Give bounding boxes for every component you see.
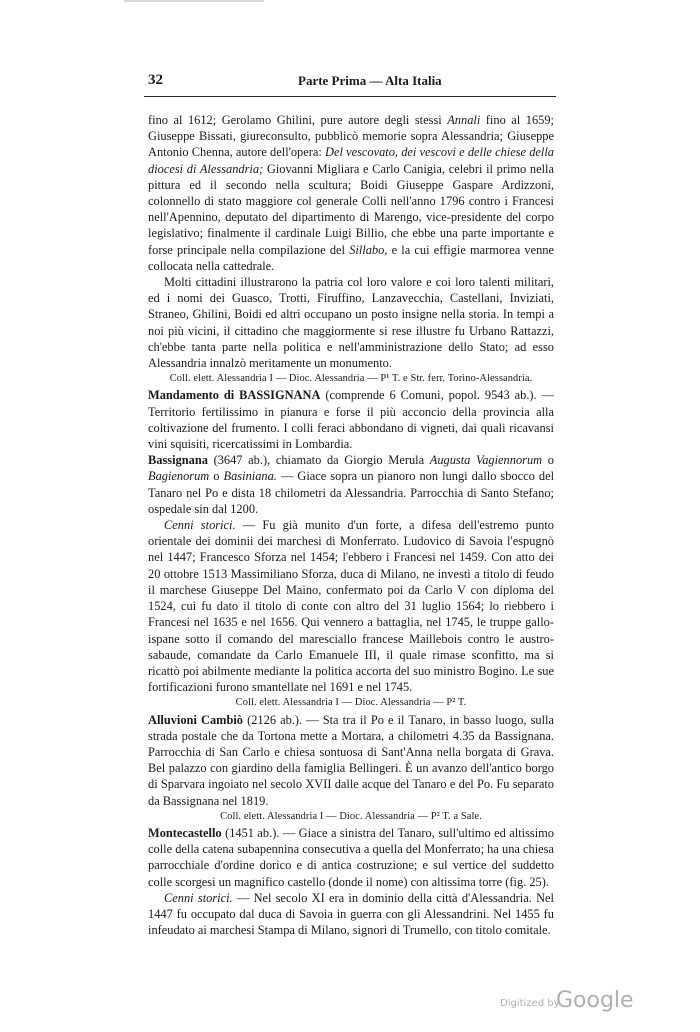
italic-title: Del vescovato, dei vescovi e delle chiese della diocesi di Alessandria; bbox=[148, 145, 554, 176]
text-run: o bbox=[209, 469, 224, 484]
italic-name: Basiniana. bbox=[223, 469, 277, 484]
text-run: fino al 1659; Giuseppe Bissati, giureconsulto, pubblicò memorie sopra Alessandria; Giuseppe Antonio Chenna, autore dell'opera: bbox=[148, 113, 554, 160]
digitized-by-label: Digitized by bbox=[500, 998, 560, 1009]
electoral-note: Coll. elett. Alessandria I — Dioc. Alessandria — P² T. bbox=[235, 697, 467, 709]
italic-label: Cenni storici. bbox=[164, 890, 233, 905]
italic-title: Annali bbox=[447, 113, 481, 127]
entry-heading: Bassignana bbox=[148, 453, 208, 468]
text-run: — Fu già munito d'un forte, a difesa dell'estremo punto orientale dei dominii dei marchesi di Monferrato. Ludovico di Savoia l'espugnò nel 1447; Francesco Sforza nel 1454; l'ebbero i Francesi nel 1459. Con atto dei 20 ottobre 1513 Massimiliano Sforza, duca di Milano, ne investì a titolo di feudo il marchese Giuseppe Del Maino, confermato poi da Carlo V con diploma del 1524, cui fu dato il titolo di conte con altro del 31 luglio 1564; lo riebbero i Francesi nel 1635 e nel 1656. Qui vennero a battaglia, nel 1745, le truppe gallo-ispane sotto il comando del maresciallo francese Maillebois contro le austro-sabaude, comandate da Carlo Emanuele III, il quale rimase sconfitto, ma si ricattò poi abilmente mediante la politica accorta del suo ministro Bogino. Le sue fortificazioni furono smantellate nel 1691 e nel 1745. bbox=[148, 518, 554, 695]
text-run: (2126 ab.). — Sta tra il Po e il Tanaro, in basso luogo, sulla strada postale che da Tortona mette a Mortara, a chilometri 4.35 da Bassignana. Parrocchia di San Carlo e chiesa sontuosa di Sant'Anna nella borgata di Grava. Bel palazzo con giardino della famiglia Bellingeri. È un avanzo dell'antico borgo di Sparvara ingoiato nel secolo XVII dalle acque del Tanaro e del Po. Fu separato da Bassignana nel 1819. bbox=[148, 712, 554, 808]
paragraph-montecastello bbox=[148, 825, 554, 890]
digitized-watermark bbox=[500, 988, 650, 1016]
entry-heading: Alluvioni Cambiò bbox=[148, 712, 243, 727]
paragraph-military-citizens: Molti cittadini illustrarono la patria col loro valore e coi loro talenti militari, ed i nomi dei Guasco, Trotti, Firuffino, Lanzavecchia, Castellani, Inviziati, Straneo, Ghilini, Boidi ed altri occupano un posto insigne nella storia. In tempi a noi più vicini, il cittadino che maggiormente si rese illustre fu Urbano Rattazzi, ch'ebbe tanta parte nella politica e nell'amministrazione dello Stato; ad esso Alessandria innalzò meritamente un monumento. bbox=[148, 275, 554, 371]
paragraph-alluvioni-cambio bbox=[148, 712, 554, 809]
italic-title: Sillabo, bbox=[349, 242, 388, 257]
paragraph-montecastello-history bbox=[148, 890, 554, 939]
paragraph-bassignana bbox=[148, 452, 554, 517]
text-run: Giovanni Migliara e Carlo Canigia, celebri il primo nella pittura ed il secondo nella scultura; Boidi Giuseppe Gaspare Ardizzoni, colonnello di stato maggiore col generale Colli nell'anno 1796 contro i Francesi nell'Apennino, deputato del dipartimento di Marengo, vice-presidente del corpo legislativo; finalmente il cardinale Luigi Billio, che ebbe una parte importante e forse principale nella compilazione del bbox=[148, 161, 554, 257]
google-logo: Google bbox=[556, 988, 634, 1013]
text-run: o bbox=[542, 453, 554, 468]
italic-label: Cenni storici. bbox=[164, 518, 236, 533]
page-number: 32 bbox=[148, 72, 163, 88]
header-rule bbox=[144, 96, 556, 97]
paragraph-illustrious-citizens bbox=[148, 112, 554, 274]
scan-artifact-line bbox=[124, 0, 264, 2]
text-run: — Nel secolo XI era in dominio della città d'Alessandria. Nel 1447 fu occupato dal duca di Savoia in guerra con gli Alessandrini. Nel 1455 fu infeudato ai marchesi Stampa di Milano, signori di Trumello, con titolo comitale. bbox=[148, 890, 554, 938]
page-body bbox=[148, 112, 554, 938]
entry-heading: Montecastello bbox=[148, 825, 222, 840]
text-run: e la cui effigie marmorea venne collocata nella cattedrale. bbox=[148, 242, 554, 273]
text-run: (3647 ab.), chiamato da Giorgio Merula bbox=[207, 453, 430, 468]
text-run: (1451 ab.). — Giace a sinistra del Tanaro, sull'ultimo ed altissimo colle della catena subapennina consecutiva a quella del Monferrato; ha una chiesa parrocchiale d'ordine dorico e di antica costruzione; e sul vertice del suddetto colle scorgesi un magnifico castello (donde il nome) con altissima torre (fig. 25). bbox=[148, 825, 554, 889]
text-run: fino al 1612; Gerolamo Ghilini, pure autore degli stessi bbox=[148, 113, 448, 127]
italic-name: Augusta Vagiennorum bbox=[429, 453, 543, 468]
italic-name: Bagienorum bbox=[148, 469, 210, 484]
text-run: — Giace sopra un pianoro non lungi dallo sbocco del Tanaro nel Po e dista 18 chilometri da Alessandria. Parrocchia di Santo Stefano; ospedale sin dal 1200. bbox=[148, 469, 555, 516]
text-run: (comprende 6 Comuni, popol. 9543 ab.). — Territorio fertilissimo in pianura e forse il più acconcio della provincia alla coltivazione del frumento. I colli feraci abbondano di vigneti, dai quali ricavansi vini squisiti, ricercatissimi in Lombardia. bbox=[148, 388, 554, 452]
paragraph-mandamento-bassignana bbox=[148, 387, 554, 452]
running-header bbox=[148, 72, 560, 92]
electoral-note: Coll. elett. Alessandria I — Dioc. Alessandria — P¹ T. e Str. ferr. Torino-Alessandria. bbox=[169, 373, 533, 385]
running-title: Parte Prima — Alta Italia bbox=[298, 73, 442, 88]
paragraph-bassignana-history bbox=[148, 517, 554, 695]
entry-heading: Mandamento di BASSIGNANA bbox=[148, 388, 321, 403]
electoral-note: Coll. elett. Alessandria I — Dioc. Alessandria — P² T. a Sale. bbox=[220, 810, 482, 822]
